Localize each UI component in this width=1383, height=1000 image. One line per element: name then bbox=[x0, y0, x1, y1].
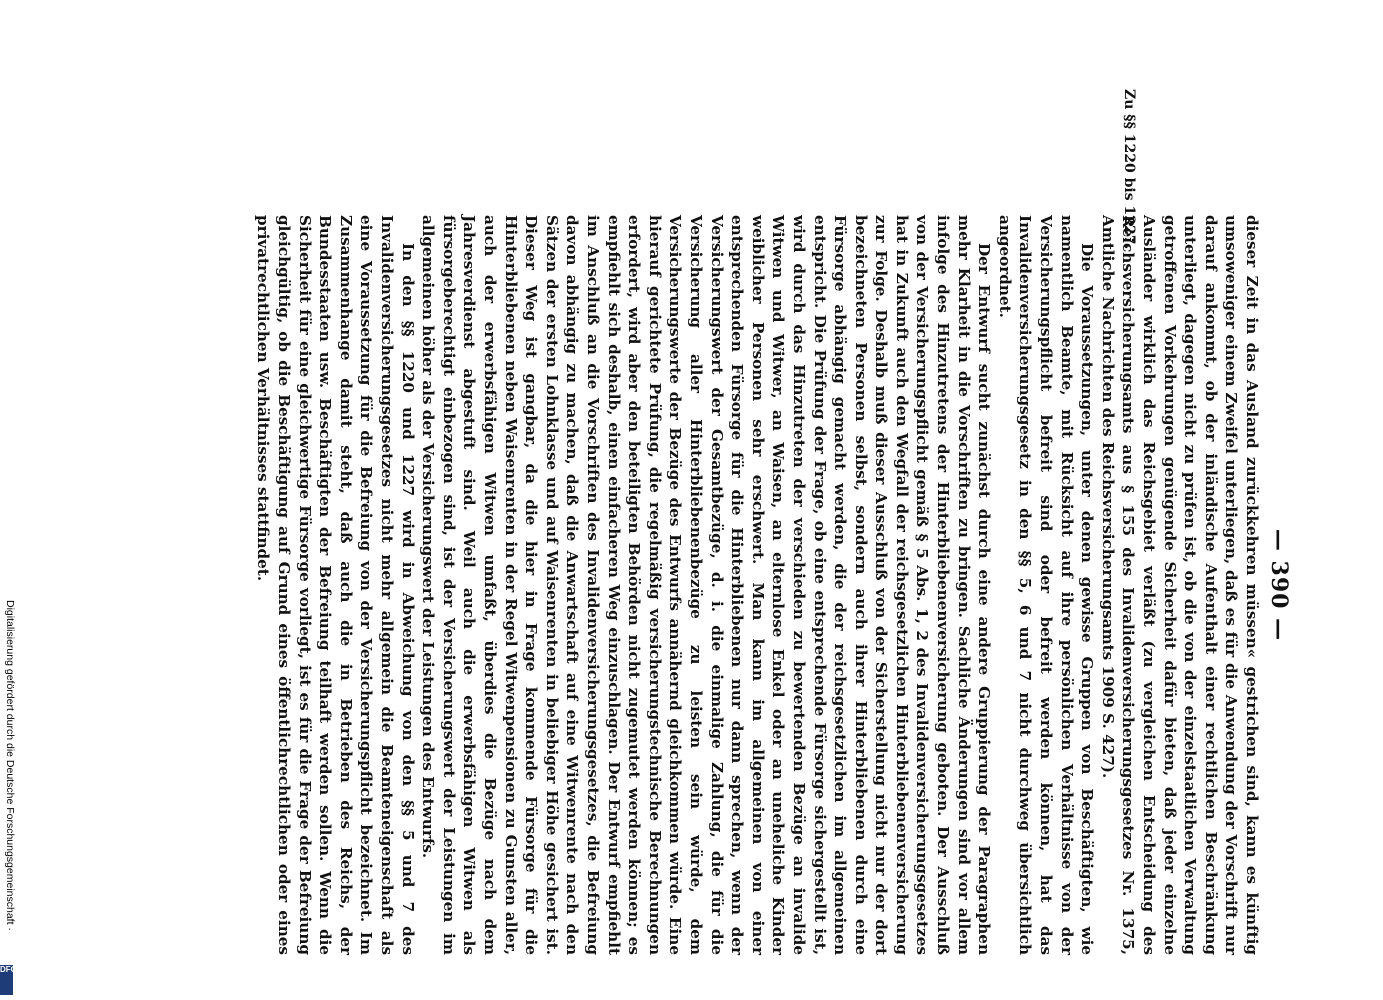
body-text bbox=[253, 215, 1262, 955]
rotated-text-block bbox=[253, 89, 1292, 955]
paragraph-3: Der Entwurf sucht zunächst durch eine andere Gruppierung der Paragraphen mehr Klarheit in die Vorschriften zu bringen. Sachliche Änderungen sind vor allem infolge des Hinzutretens der Hinterbliebenenversicherung geboten. Der Ausschluß von der Versicherungspflicht gemäß § 5 Abs. 1, 2 des Invalidenversicherungsgesetzes hat in Zukunft auch den Wegfall der reichsgesetzlichen Hinterbliebenenversicherung zur Folge. Deshalb muß dieser Ausschluß von der Sicherstellung nicht nur der dort bezeichneten Personen selbst, sondern auch ihrer Hinterbliebenen durch eine Fürsorge abhängig gemacht werden, die der reichsgesetzlichen im allgemeinen entspricht. Die Prüfung der Frage, ob eine entsprechende Fürsorge sichergestellt ist, wird durch das Hinzutreten der verschieden zu bewertenden Bezüge an invalide Witwen und Witwer, an Waisen, an elternlose Enkel oder an uneheliche Kinder weiblicher Personen sehr erschwert. Man kann im allgemeinen von einer entsprechenden Fürsorge für die Hinterbliebenen nur dann sprechen, wenn der Versicherungswert der Gesamtbezüge, d. i. die einmalige Zahlung, die für die Versicherung aller Hinterbliebenenbezüge zu leisten sein würde, dem Versicherungswerte der Bezüge des Entwurfs annähernd gleichkommen würde. Eine hierauf gerichtete Prüfung, die regelmäßig versicherungstechnische Berechnungen erfordert, wird aber den beteiligten Behörden nicht zugemutet werden können; es empfiehlt sich deshalb, einen einfacheren Weg einzuschlagen. Der Entwurf empfiehlt im Anschluß an die Vorschriften des Invalidenversicherungsgesetzes, die Befreiung davon abhängig zu machen, daß die Anwartschaft auf eine Witwenrente nach den Sätzen der ersten Lohnklasse und auf Waisenrenten in beliebiger Höhe gesichert ist. Dieser Weg ist gangbar, da die hier in Frage kommende Fürsorge für die Hinterbliebenen neben Waisenrenten in der Regel Witwenpensionen zu Gunsten aller, auch der erwerbsfähigen Witwen umfaßt, überdies die Bezüge nach dem Jahresverdienst abgestuft sind. Weil auch die erwerbsfähigen Witwen als fürsorgeberechtigt einbezogen sind, ist der Versicherungswert der Leistungen im allgemeinen höher als der Versicherungswert der Leistungen des Entwurfs. bbox=[419, 215, 994, 955]
paragraph-1: dieser Zeit in das Ausland zurückkehren müssen« gestrichen sind, kann es künftig umsoweniger einem Zweifel unterliegen, daß es für die Anwendung der Vorschrift nur darauf ankommt, ob der inländische Aufenthalt einer rechtlichen Beschränkung unterliegt, dagegen nicht zu prüfen ist, ob die von der einzelstaatlichen Verwaltung getroffenen Vorkehrungen genügende Sicherheit dafür bieten, daß jeder einzelne Ausländer wirklich das Reichsgebiet verläßt (zu vergleichen Entscheidung des Reichsversicherungsamts aus § 155 des Invalidenversicherungsgesetzes Nr. 1375, Amtliche Nachrichten des Reichsversicherungsamts 1909 S. 427). bbox=[1098, 215, 1261, 955]
paragraph-2: Die Voraussetzungen, unter denen gewisse Gruppen von Beschäftigten, wie namentlich Beamte, mit Rücksicht auf ihre persönlichen Verhältnisse von der Versicherungspflicht befreit sind oder befreit werden können, hat das Invalidenversicherungsgesetz in den §§ 5, 6 und 7 nicht durchweg übersichtlich angeordnet. bbox=[995, 215, 1097, 955]
page-number: — 390 — bbox=[1266, 528, 1292, 642]
dfg-logo-icon: DFG bbox=[0, 965, 13, 995]
paragraph-4: In den §§ 1220 und 1227 wird in Abweichung von den §§ 5 und 7 des Invalidenversicherungsgesetzes nicht mehr allgemein die Beamteneigenschaft als eine Voraussetzung für die Befreiung von der Versicherungspflicht bezeichnet. Im Zusammenhange damit steht, daß auch die in Betrieben des Reichs, der Bundesstaaten usw. Beschäftigten der Befreiung teilhaft werden sollen. Wenn die Sicherheit für eine gleichwertige Fürsorge vorliegt, ist es für die Frage der Befreiung gleichgültig, ob die Beschäftigung auf Grund eines öffentlichrechtlichen oder eines privatrechtlichen Verhältnisses stattfindet. bbox=[254, 215, 417, 955]
margin-note: Zu §§ 1220 bis 1227. bbox=[1121, 89, 1137, 250]
digitization-credit: Digitalisierung gefördert durch die Deutsche Forschungsgemeinschaft · bbox=[4, 600, 16, 931]
